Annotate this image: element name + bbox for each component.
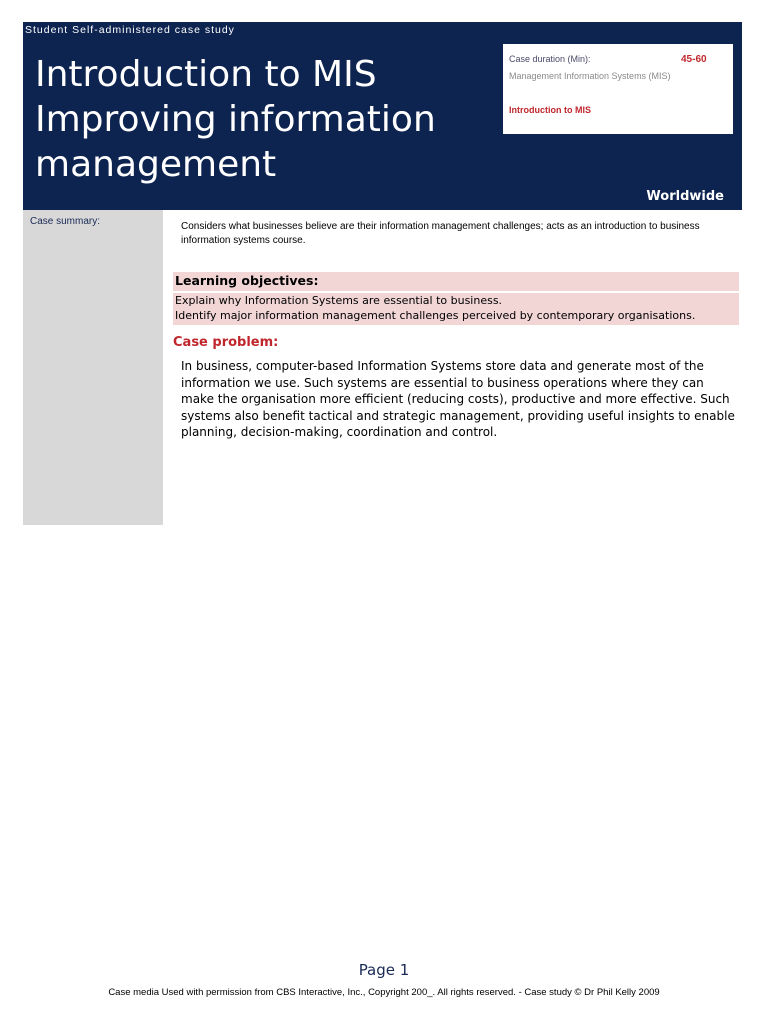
footer-credit: Case media Used with permission from CBS Interactive, Inc., Copyright 200_. All rights reserved. - Case study © Dr Phil Kelly 2009 [108, 987, 660, 998]
title-line-1: Introduction to MIS [35, 54, 377, 95]
subject-label: Management Information Systems (MIS) [509, 71, 671, 81]
banner-label: Student Self-administered case study [25, 24, 235, 36]
case-problem-text: In business, computer-based Information Systems store data and generate most of the information we use. Such systems are essential to business operations where they can make the organisation more efficient (reducing costs), productive and more effective. Such systems also benefit tactical and strategic management, providing useful insights to enable planning, decision-making, coordination and control. [181, 359, 735, 439]
case-summary-label: Case summary: [30, 216, 101, 227]
title-line-2: Improving information [35, 99, 436, 140]
case-summary-text: Considers what businesses believe are their information management challenges; acts as an introduction to business information systems course. [181, 221, 700, 246]
topic-label: Introduction to MIS [509, 105, 591, 115]
title-line-3: management [35, 144, 277, 185]
header-banner [23, 22, 742, 210]
case-problem-heading: Case problem: [173, 335, 279, 350]
case-info-box [503, 44, 733, 134]
region-label: Worldwide [646, 189, 724, 204]
learning-objectives-header [173, 272, 739, 291]
learning-objectives-list [173, 293, 739, 325]
page-title [35, 52, 495, 187]
learning-objectives-heading: Learning objectives: [175, 273, 319, 288]
page-number: Page 1 [358, 961, 410, 979]
learning-objective-item: Identify major information management challenges perceived by contemporary organisations. [175, 309, 696, 322]
duration-value: 45-60 [681, 54, 707, 65]
duration-label: Case duration (Min): [509, 54, 591, 64]
sidebar [23, 210, 163, 525]
learning-objective-item: Explain why Information Systems are essential to business. [175, 294, 503, 307]
